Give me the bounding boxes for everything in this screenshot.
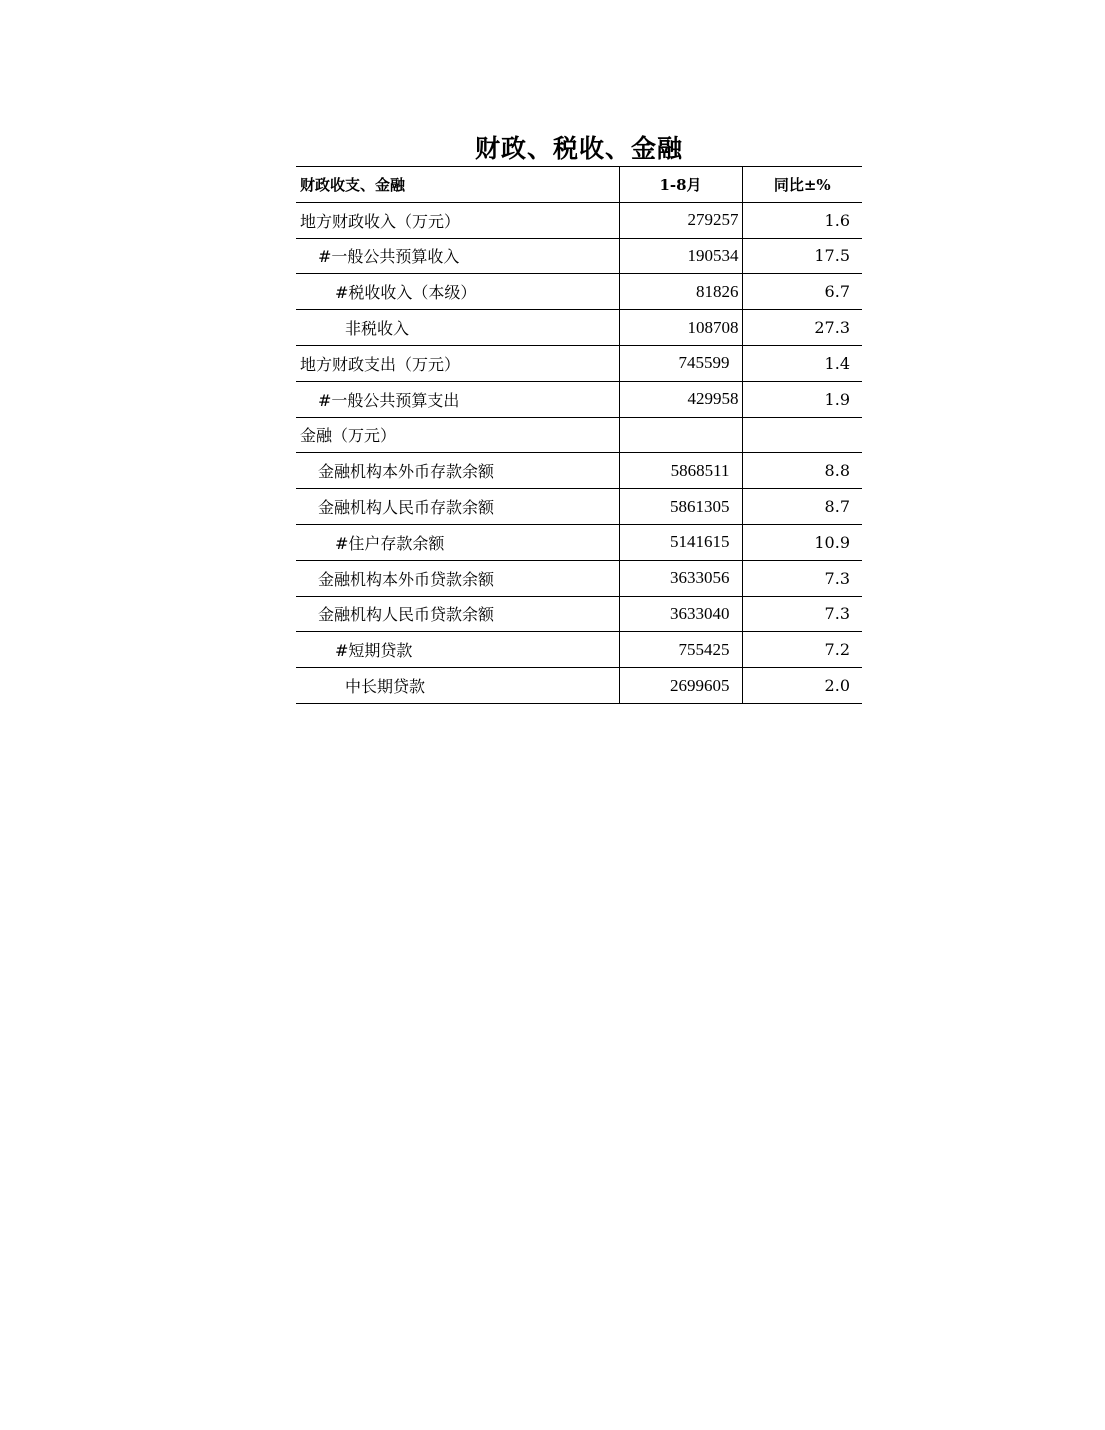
- header-period: 1-8月: [619, 167, 742, 203]
- table-row: [296, 524, 862, 560]
- row-label: 金融机构人民币存款余额: [296, 489, 619, 525]
- row-value: 3633040: [619, 596, 742, 632]
- table-row: [296, 345, 862, 381]
- table-row: [296, 417, 862, 453]
- table-row: [296, 560, 862, 596]
- row-yoy: 7.3: [742, 560, 862, 596]
- row-label: 金融机构本外币贷款余额: [296, 560, 619, 596]
- row-value: 190534: [619, 238, 742, 274]
- header-item: 财政收支、金融: [296, 167, 619, 203]
- row-label: #税收收入（本级）: [296, 274, 619, 310]
- row-yoy: 8.7: [742, 489, 862, 525]
- row-value: 745599: [619, 345, 742, 381]
- table-row: [296, 202, 862, 238]
- table-row: [296, 632, 862, 668]
- row-yoy: 2.0: [742, 668, 862, 704]
- table-row: [296, 238, 862, 274]
- row-yoy: 7.3: [742, 596, 862, 632]
- row-label: 中长期贷款: [296, 668, 619, 704]
- row-value: 2699605: [619, 668, 742, 704]
- row-value: 5861305: [619, 489, 742, 525]
- row-value: 429958: [619, 381, 742, 417]
- page-title: 财政、税收、金融: [474, 134, 683, 163]
- row-value: 5868511: [619, 453, 742, 489]
- row-yoy: 1.9: [742, 381, 862, 417]
- row-value: 3633056: [619, 560, 742, 596]
- row-yoy: 1.4: [742, 345, 862, 381]
- table-row: [296, 489, 862, 525]
- row-yoy: 17.5: [742, 238, 862, 274]
- row-yoy: 8.8: [742, 453, 862, 489]
- row-yoy: 10.9: [742, 524, 862, 560]
- row-value: 81826: [619, 274, 742, 310]
- row-value: 108708: [619, 310, 742, 346]
- row-label: 金融机构本外币存款余额: [296, 453, 619, 489]
- row-label: #住户存款余额: [296, 524, 619, 560]
- header-yoy: 同比±%: [742, 167, 862, 203]
- table-row: [296, 668, 862, 704]
- row-label: 地方财政支出（万元）: [296, 345, 619, 381]
- table-row: [296, 596, 862, 632]
- row-yoy: 27.3: [742, 310, 862, 346]
- row-yoy: 7.2: [742, 632, 862, 668]
- row-value: 5141615: [619, 524, 742, 560]
- row-value: 755425: [619, 632, 742, 668]
- row-label: 非税收入: [296, 310, 619, 346]
- row-yoy: [742, 417, 862, 453]
- row-label: 金融机构人民币贷款余额: [296, 596, 619, 632]
- row-label: #短期贷款: [296, 632, 619, 668]
- row-label: 金融（万元）: [296, 417, 619, 453]
- row-value: 279257: [619, 202, 742, 238]
- row-label: #一般公共预算收入: [296, 238, 619, 274]
- row-value: [619, 417, 742, 453]
- table-row: [296, 453, 862, 489]
- row-yoy: 1.6: [742, 202, 862, 238]
- table-header-row: [296, 167, 862, 203]
- row-yoy: 6.7: [742, 274, 862, 310]
- row-label: #一般公共预算支出: [296, 381, 619, 417]
- table-row: [296, 274, 862, 310]
- table-row: [296, 381, 862, 417]
- finance-tax-table: [296, 166, 862, 704]
- row-label: 地方财政收入（万元）: [296, 202, 619, 238]
- table-row: [296, 310, 862, 346]
